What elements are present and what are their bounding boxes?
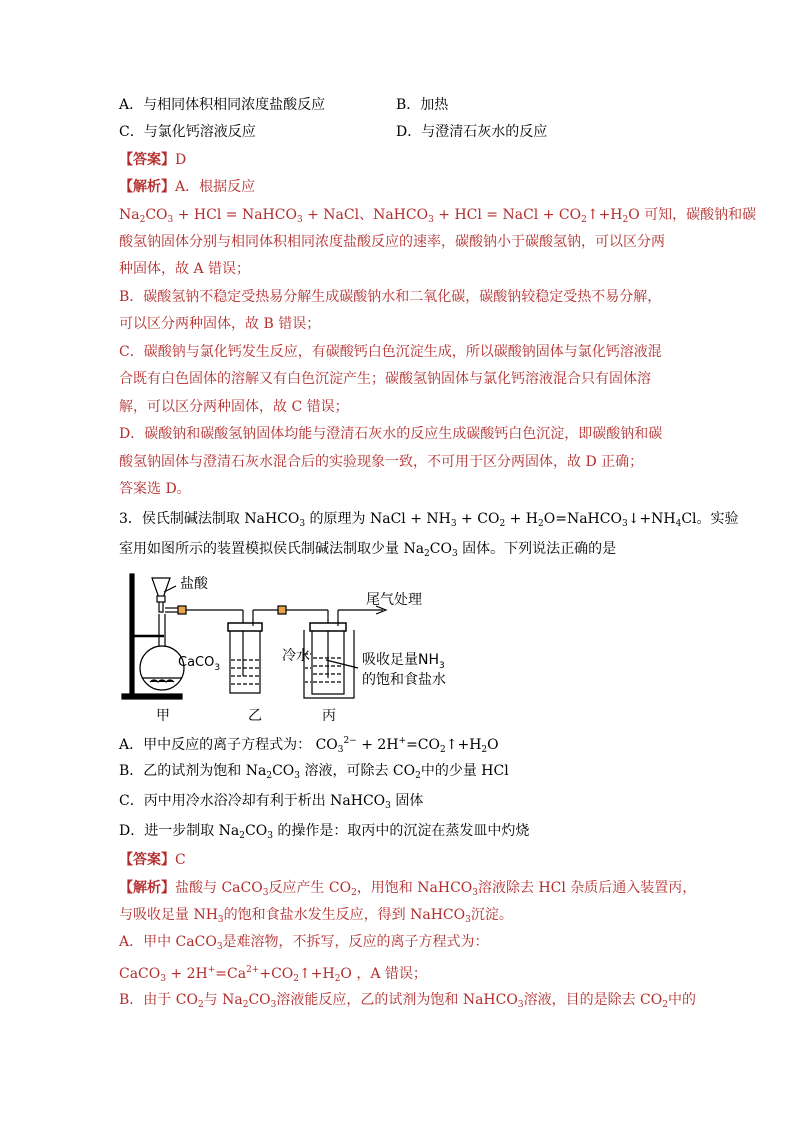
option-d: D．与澄清石灰水的反应	[396, 124, 548, 140]
final-answer: 答案选 D。	[119, 481, 191, 497]
question-3-stem-line1: 3．侯氏制碱法制取 NaHCO$_3$ 的原理为 NaCl + $NH_3 + CO_2$ + $H_2O=NaHCO_3↓+NH_4Cl$。实验	[119, 511, 739, 529]
q3-option-c: C．丙中用冷水浴冷却有利于析出 NaHCO$_3$ 固体	[119, 793, 424, 811]
analysis-head: 【解析】A．根据反应	[119, 179, 256, 195]
option-b: B．加热	[396, 97, 449, 113]
label-cold-water: 冷水	[282, 648, 310, 664]
analysis-d-line2: 酸氢钠固体与澄清石灰水混合后的实验现象一致，不可用于区分两固体，故 D 正确；	[119, 454, 644, 470]
option-c: C．与氯化钙溶液反应	[119, 124, 256, 140]
q3-analysis-line5: B．由于 $CO_2$与 $Na_2CO_3$溶液能反应，乙的试剂为饱和 NaHCO$_3$溶液，目的是除去 $CO_2$中的	[119, 992, 696, 1010]
label-bing: 丙	[322, 708, 336, 724]
apparatus-diagram	[118, 568, 478, 726]
q3-option-b: B．乙的试剂为饱和 $Na_2CO_3$ 溶液，可除去 $CO_2$中的少量 HCl	[119, 763, 509, 781]
q3-analysis-line3: A．甲中 CaCO$_3$是难溶物，不拆写，反应的离子方程式为：	[119, 934, 489, 952]
label-hcl: 盐酸	[180, 576, 208, 592]
analysis-a-line2: 酸氢钠固体分别与相同体积相同浓度盐酸反应的速率，碳酸钠小于碳酸氢钠，可以区分两	[119, 234, 665, 250]
q3-option-d: D．进一步制取 $Na_2CO_3$ 的操作是：取丙中的沉淀在蒸发皿中灼烧	[119, 823, 530, 841]
analysis-b-line1: B．碳酸氢钠不稳定受热易分解生成碳酸钠水和二氧化碳，碳酸钠较稳定受热不易分解，	[119, 289, 662, 305]
label-absorb-1: 吸收足量$NH_3$	[362, 652, 445, 671]
label-yi: 乙	[248, 708, 262, 724]
analysis-c-line3: 解，可以区分两种固体，故 C 错误；	[119, 399, 349, 415]
label-caco3: CaCO$_3$	[178, 655, 221, 673]
analysis-b-line2: 可以区分两种固体，故 B 错误；	[119, 316, 321, 332]
q3-analysis-line1: 【解析】盐酸与 CaCO$_3$反应产生 $CO_2$，用饱和 NaHCO$_3$溶液除去 HCl 杂质后通入装置丙，	[119, 880, 697, 898]
reaction-equations: $Na_2CO_3$ + HCl = NaHCO$_3$ + NaCl、NaHCO$_3$ + HCl = NaCl + $CO_2↑+H_2O$ 可知，碳酸钠和碳	[119, 207, 757, 225]
q3-analysis-line2: 与吸收足量 $NH_3$的饱和食盐水发生反应，得到 NaHCO$_3$沉淀。	[119, 907, 513, 925]
analysis-d-line1: D．碳酸钠和碳酸氢钠固体均能与澄清石灰水的反应生成碳酸钙白色沉淀，即碳酸钠和碳	[119, 426, 663, 442]
label-exhaust: 尾气处理	[366, 592, 422, 608]
q3-analysis-line4: CaCO$_3$ + $2H^+=Ca^{2+}+CO_2↑+H_2O$ ，A 错误；	[119, 965, 427, 984]
label-absorb-2: 的饱和食盐水	[362, 672, 446, 688]
q3-answer-line: 【答案】C	[119, 852, 186, 868]
analysis-c-line1: C．碳酸钠与氯化钙发生反应，有碳酸钙白色沉淀生成，所以碳酸钠固体与氯化钙溶液混	[119, 344, 662, 360]
label-jia: 甲	[156, 708, 170, 724]
q3-option-a: A．甲中反应的离子方程式为： $CO_3^{2-}$ + $2H^+=CO_2↑+H_2O$	[119, 736, 499, 755]
analysis-c-line2: 合既有白色固体的溶解又有白色沉淀产生；碳酸氢钠固体与氯化钙溶液混合只有固体溶	[119, 371, 651, 387]
answer-line: 【答案】D	[119, 152, 187, 168]
analysis-a-line3: 种固体，故 A 错误；	[119, 261, 251, 277]
question-3-stem-line2: 室用如图所示的装置模拟侯氏制碱法制取少量 $Na_2CO_3$ 固体。下列说法正确的是	[119, 541, 617, 559]
option-a: A．与相同体积相同浓度盐酸反应	[119, 97, 326, 113]
